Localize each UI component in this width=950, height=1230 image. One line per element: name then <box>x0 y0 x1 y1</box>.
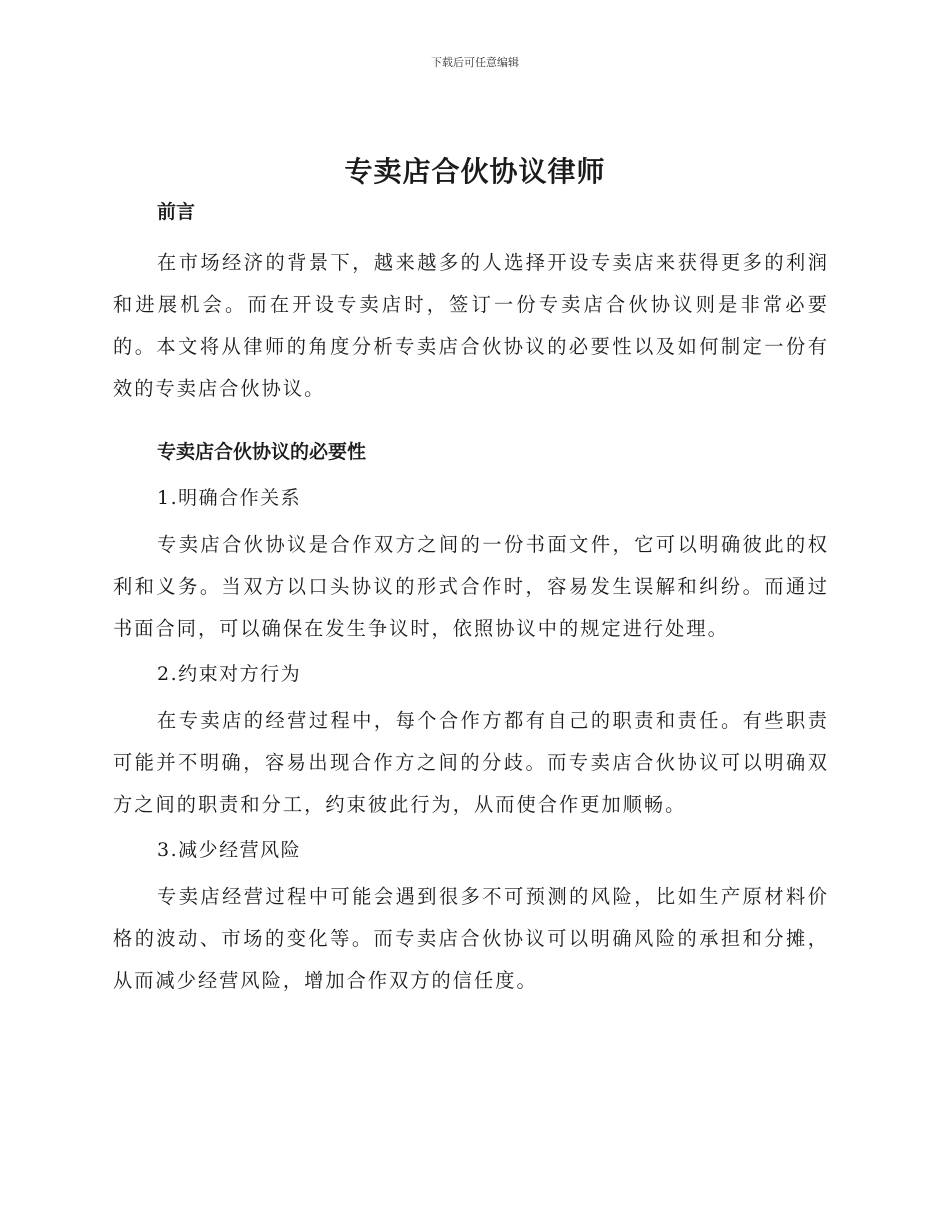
necessity-heading: 专卖店合伙协议的必要性 <box>157 441 367 463</box>
subheading-constrain-behavior: 2.约束对方行为 <box>157 663 302 685</box>
subheading-reduce-risk: 3.减少经营风险 <box>157 839 302 861</box>
header-note: 下载后可任意编辑 <box>431 56 519 69</box>
document-title: 专卖店合伙协议律师 <box>344 155 606 188</box>
paragraph-clear-relationship: 专卖店合伙协议是合作双方之间的一份书面文件，它可以明确彼此的权利和义务。当双方以口头协议的形式合作时，容易发生误解和纠纷。而通过书面合同，可以确保在发生争议时，依照协议中的规定进行处理。 <box>113 533 829 640</box>
document-body <box>113 196 829 1002</box>
subheading-clear-relationship: 1.明确合作关系 <box>157 487 302 509</box>
preface-paragraph: 在市场经济的背景下，越来越多的人选择开设专卖店来获得更多的利润和进展机会。而在开设专卖店时，签订一份专卖店合伙协议则是非常必要的。本文将从律师的角度分析专卖店合伙协议的必要性以及如何制定一份有效的专卖店合伙协议。 <box>113 251 829 400</box>
paragraph-constrain-behavior: 在专卖店的经营过程中，每个合作方都有自己的职责和责任。有些职责可能并不明确，容易出现合作方之间的分歧。而专卖店合伙协议可以明确双方之间的职责和分工，约束彼此行为，从而使合作更加顺畅。 <box>113 709 829 816</box>
paragraph-reduce-risk: 专卖店经营过程中可能会遇到很多不可预测的风险，比如生产原材料价格的波动、市场的变化等。而专卖店合伙协议可以明确风险的承担和分摊，从而减少经营风险，增加合作双方的信任度。 <box>113 885 829 992</box>
preface-heading: 前言 <box>157 201 196 223</box>
